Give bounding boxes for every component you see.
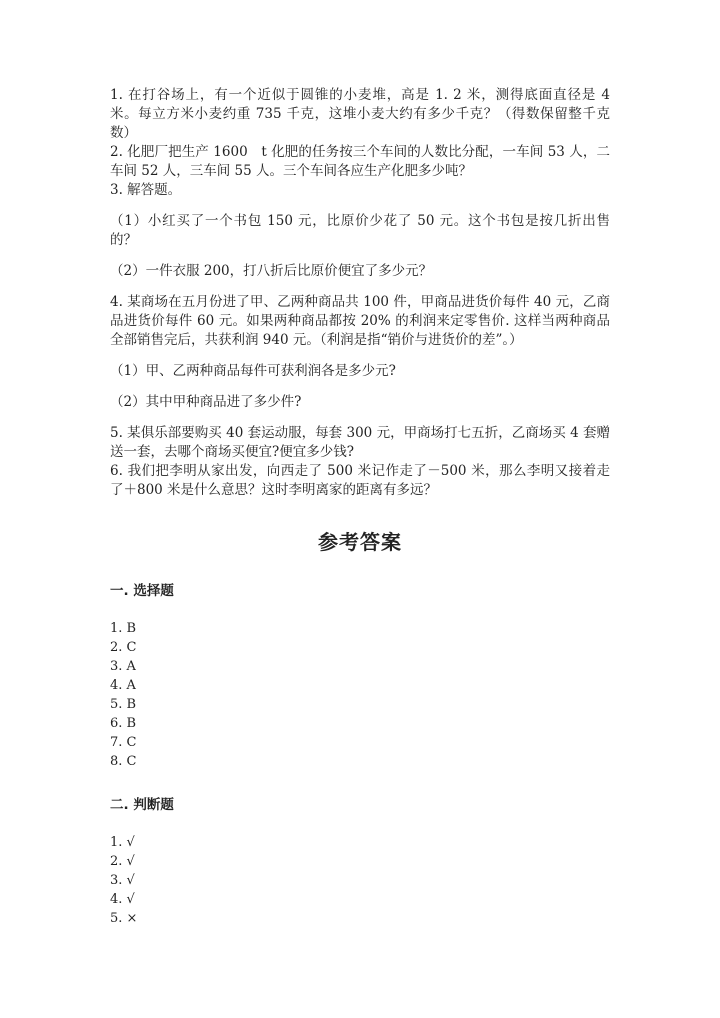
list-item: 1. B [110, 621, 137, 636]
question-5: 5. 某俱乐部要购买 40 套运动服，每套 300 元，甲商场打七五折，乙商场买 4 套赠送一套，去哪个商场买便宜?便宜多少钱? [110, 425, 610, 460]
list-item: 7. C [110, 735, 137, 750]
question-2: 2. 化肥厂把生产 1600 t 化肥的任务按三个车间的人数比分配，一车间 53 人，二车间 52 人，三车间 55 人。三个车间各应生产化肥多少吨？ [110, 144, 610, 179]
section-heading-choice: 一. 选择题 [110, 583, 174, 599]
question-4-part-1: （1）甲、乙两种商品每件可获利润各是多少元? [110, 363, 396, 379]
question-6: 6. 我们把李明从家出发，向西走了 500 米记作走了－500 米，那么李明又接着走了＋800 米是什么意思？这时李明离家的距离有多远？ [110, 463, 610, 498]
question-3: 3. 解答题。 [110, 182, 182, 198]
question-3-part-1: （1）小红买了一个书包 150 元，比原价少花了 50 元。这个书包是按几折出售的？ [110, 213, 610, 248]
question-4-part-2: （2）其中甲种商品进了多少件? [110, 394, 302, 410]
list-item: 6. B [110, 716, 137, 731]
list-item: 4. A [110, 678, 136, 693]
list-item: 5. B [110, 697, 137, 712]
list-item: 2. √ [110, 854, 135, 869]
document-page [110, 86, 610, 928]
list-item: 2. C [110, 640, 137, 655]
answer-key-title: 参考答案 [318, 530, 402, 554]
section-heading-judgment: 二. 判断题 [110, 797, 174, 813]
list-item: 3. A [110, 659, 136, 674]
list-item: 8. C [110, 754, 137, 769]
judgment-answer-list [110, 833, 610, 928]
choice-answer-list [110, 619, 610, 771]
question-3-part-2: （2）一件衣服 200，打八折后比原价便宜了多少元？ [110, 263, 433, 279]
list-item: 4. √ [110, 892, 135, 907]
question-1: 1. 在打谷场上，有一个近似于圆锥的小麦堆，高是 1. 2 米，测得底面直径是 4 米。每立方米小麦约重 735 千克，这堆小麦大约有多少千克？（得数保留整千克数） [110, 87, 610, 141]
list-item: 3. √ [110, 873, 135, 888]
question-4: 4. 某商场在五月份进了甲、乙两种商品共 100 件，甲商品进货价每件 40 元，乙商品进货价每件 60 元。如果两种商品都按 20% 的利润来定零售价. 这样当两种商品全部销售完后，共获利润 940 元。（利润是指“销价与进货价的差”。） [110, 294, 610, 348]
list-item: 5. × [110, 911, 138, 926]
list-item: 1. √ [110, 835, 135, 850]
